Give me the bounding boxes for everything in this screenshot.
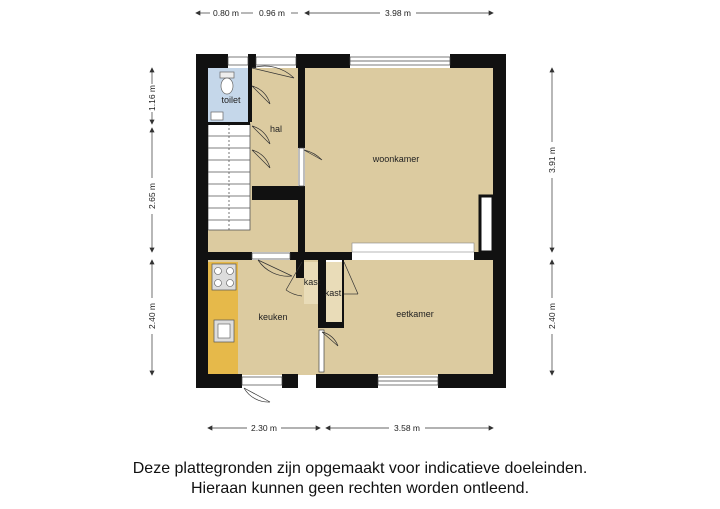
door-frame-keuken: [252, 253, 290, 259]
label-hal: hal: [269, 124, 283, 134]
dim-left-3: 2.40 m: [147, 303, 157, 329]
dim-right-1: 3.91 m: [547, 147, 557, 173]
dim-top-1: 0.80 m: [213, 8, 239, 18]
disclaimer-line-1: Deze plattegronden zijn opgemaakt voor indicatieve doeleinden.: [132, 460, 588, 477]
window-toilet: [228, 57, 248, 65]
label-keuken: keuken: [258, 312, 288, 322]
door-frame-hal: [299, 148, 304, 186]
label-kast-1: kast: [303, 277, 321, 287]
floor-eetkamer-lower: [320, 328, 350, 375]
toilet-fixture: [220, 72, 234, 78]
room-divider-counter: [352, 243, 474, 252]
label-eetkamer: eetkamer: [396, 309, 434, 319]
hand-sink: [211, 112, 223, 120]
stove: [212, 264, 236, 290]
dim-bottom-1: 2.30 m: [251, 423, 277, 433]
disclaimer: [0, 459, 720, 499]
dim-top-2: 0.96 m: [259, 8, 285, 18]
dim-left-1: 1.16 m: [147, 85, 157, 111]
disclaimer-line-2: Hieraan kunnen geen rechten worden ontleend.: [190, 480, 530, 497]
chimney: [480, 196, 493, 252]
label-woonkamer: woonkamer: [372, 154, 420, 164]
dim-right-2: 2.40 m: [547, 303, 557, 329]
dim-top-3: 3.98 m: [385, 8, 411, 18]
label-kast-2: kast: [324, 288, 342, 298]
label-toilet: toilet: [221, 95, 241, 105]
dim-left-2: 2.65 m: [147, 183, 157, 209]
dim-bottom-2: 3.58 m: [394, 423, 420, 433]
window-keuken: [242, 377, 282, 385]
door-frame-eetkamer: [319, 330, 324, 372]
window-hal: [256, 57, 296, 65]
